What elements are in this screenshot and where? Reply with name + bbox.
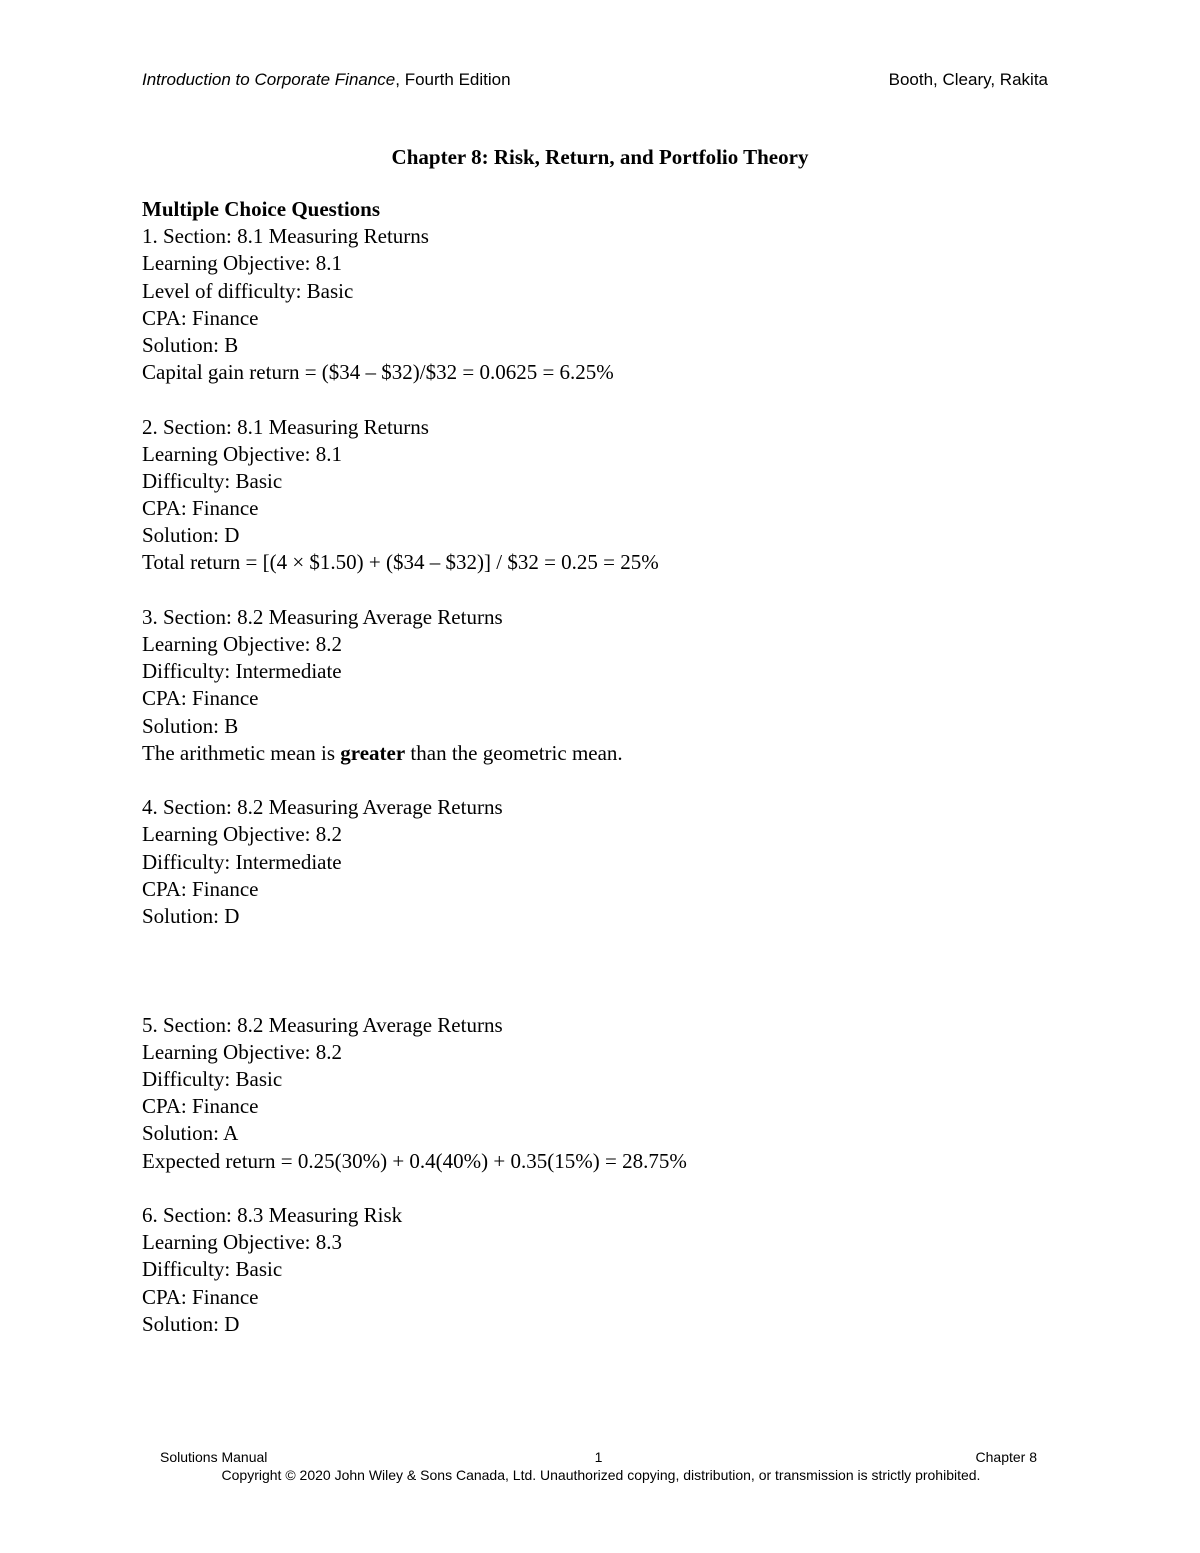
question-block (142, 1202, 1092, 1338)
question-solution: Solution: D (142, 903, 240, 928)
question-explanation: Expected return = 0.25(30%) + 0.4(40%) + 0.35(15%) = 28.75% (142, 1148, 687, 1173)
question-cpa: CPA: Finance (142, 1094, 259, 1119)
spacer (142, 1175, 1092, 1202)
spacer (142, 577, 1092, 604)
question-cpa: CPA: Finance (142, 496, 259, 521)
footer-chapter-label: Chapter 8 (975, 1449, 1037, 1465)
explanation-emphasis: greater (340, 740, 406, 765)
footer-copyright: Copyright © 2020 John Wiley & Sons Canada, Ltd. Unauthorized copying, distribution, or transmission is strictly prohibited. (221, 1467, 981, 1483)
question-cpa: CPA: Finance (142, 305, 259, 330)
question-difficulty: Difficulty: Intermediate (142, 849, 342, 874)
header-edition: , Fourth Edition (395, 70, 511, 89)
header-authors: Booth, Cleary, Rakita (888, 70, 1048, 89)
question-section: 3. Section: 8.2 Measuring Average Returns (142, 604, 503, 629)
question-explanation: Total return = [(4 × $1.50) + ($34 – $32)] / $32 = 0.25 = 25% (142, 550, 659, 575)
spacer (142, 930, 1092, 1012)
question-section: 2. Section: 8.1 Measuring Returns (142, 414, 429, 439)
footer-manual-label: Solutions Manual (160, 1449, 268, 1465)
page-footer (160, 1448, 1037, 1483)
document-body (142, 196, 1092, 1338)
question-section: 4. Section: 8.2 Measuring Average Returns (142, 795, 503, 820)
question-cpa: CPA: Finance (142, 876, 259, 901)
question-solution: Solution: B (142, 713, 239, 738)
question-difficulty: Level of difficulty: Basic (142, 278, 354, 303)
spacer (142, 767, 1092, 794)
question-difficulty: Difficulty: Basic (142, 468, 283, 493)
question-objective: Learning Objective: 8.1 (142, 251, 343, 276)
question-section: 5. Section: 8.2 Measuring Average Returns (142, 1012, 503, 1037)
question-difficulty: Difficulty: Basic (142, 1067, 283, 1092)
question-objective: Learning Objective: 8.1 (142, 441, 343, 466)
spacer (142, 386, 1092, 413)
question-block (142, 223, 1092, 386)
header-book-title: Introduction to Corporate Finance (142, 70, 396, 89)
question-explanation (142, 740, 1092, 767)
question-block (142, 414, 1092, 577)
question-solution: Solution: D (142, 523, 240, 548)
chapter-title: Chapter 8: Risk, Return, and Portfolio Theory (391, 145, 809, 169)
question-block (142, 794, 1092, 930)
question-solution: Solution: D (142, 1311, 240, 1336)
question-solution: Solution: A (142, 1121, 239, 1146)
question-objective: Learning Objective: 8.2 (142, 1039, 343, 1064)
question-difficulty: Difficulty: Intermediate (142, 659, 342, 684)
explanation-text: The arithmetic mean is (142, 740, 341, 765)
question-solution: Solution: B (142, 332, 239, 357)
question-explanation: Capital gain return = ($34 – $32)/$32 = 0.0625 = 6.25% (142, 360, 614, 385)
question-objective: Learning Objective: 8.2 (142, 822, 343, 847)
question-section: 6. Section: 8.3 Measuring Risk (142, 1202, 403, 1227)
question-block (142, 604, 1092, 767)
question-objective: Learning Objective: 8.3 (142, 1230, 343, 1255)
header-book-info (142, 68, 511, 92)
page-header (142, 68, 1048, 92)
question-difficulty: Difficulty: Basic (142, 1257, 283, 1282)
question-cpa: CPA: Finance (142, 686, 259, 711)
question-objective: Learning Objective: 8.2 (142, 632, 343, 656)
section-heading: Multiple Choice Questions (142, 197, 381, 221)
question-section: 1. Section: 8.1 Measuring Returns (142, 224, 429, 249)
question-cpa: CPA: Finance (142, 1284, 259, 1309)
explanation-text: than the geometric mean. (405, 740, 623, 765)
question-block (142, 1012, 1092, 1175)
footer-page-number: 1 (594, 1449, 603, 1465)
